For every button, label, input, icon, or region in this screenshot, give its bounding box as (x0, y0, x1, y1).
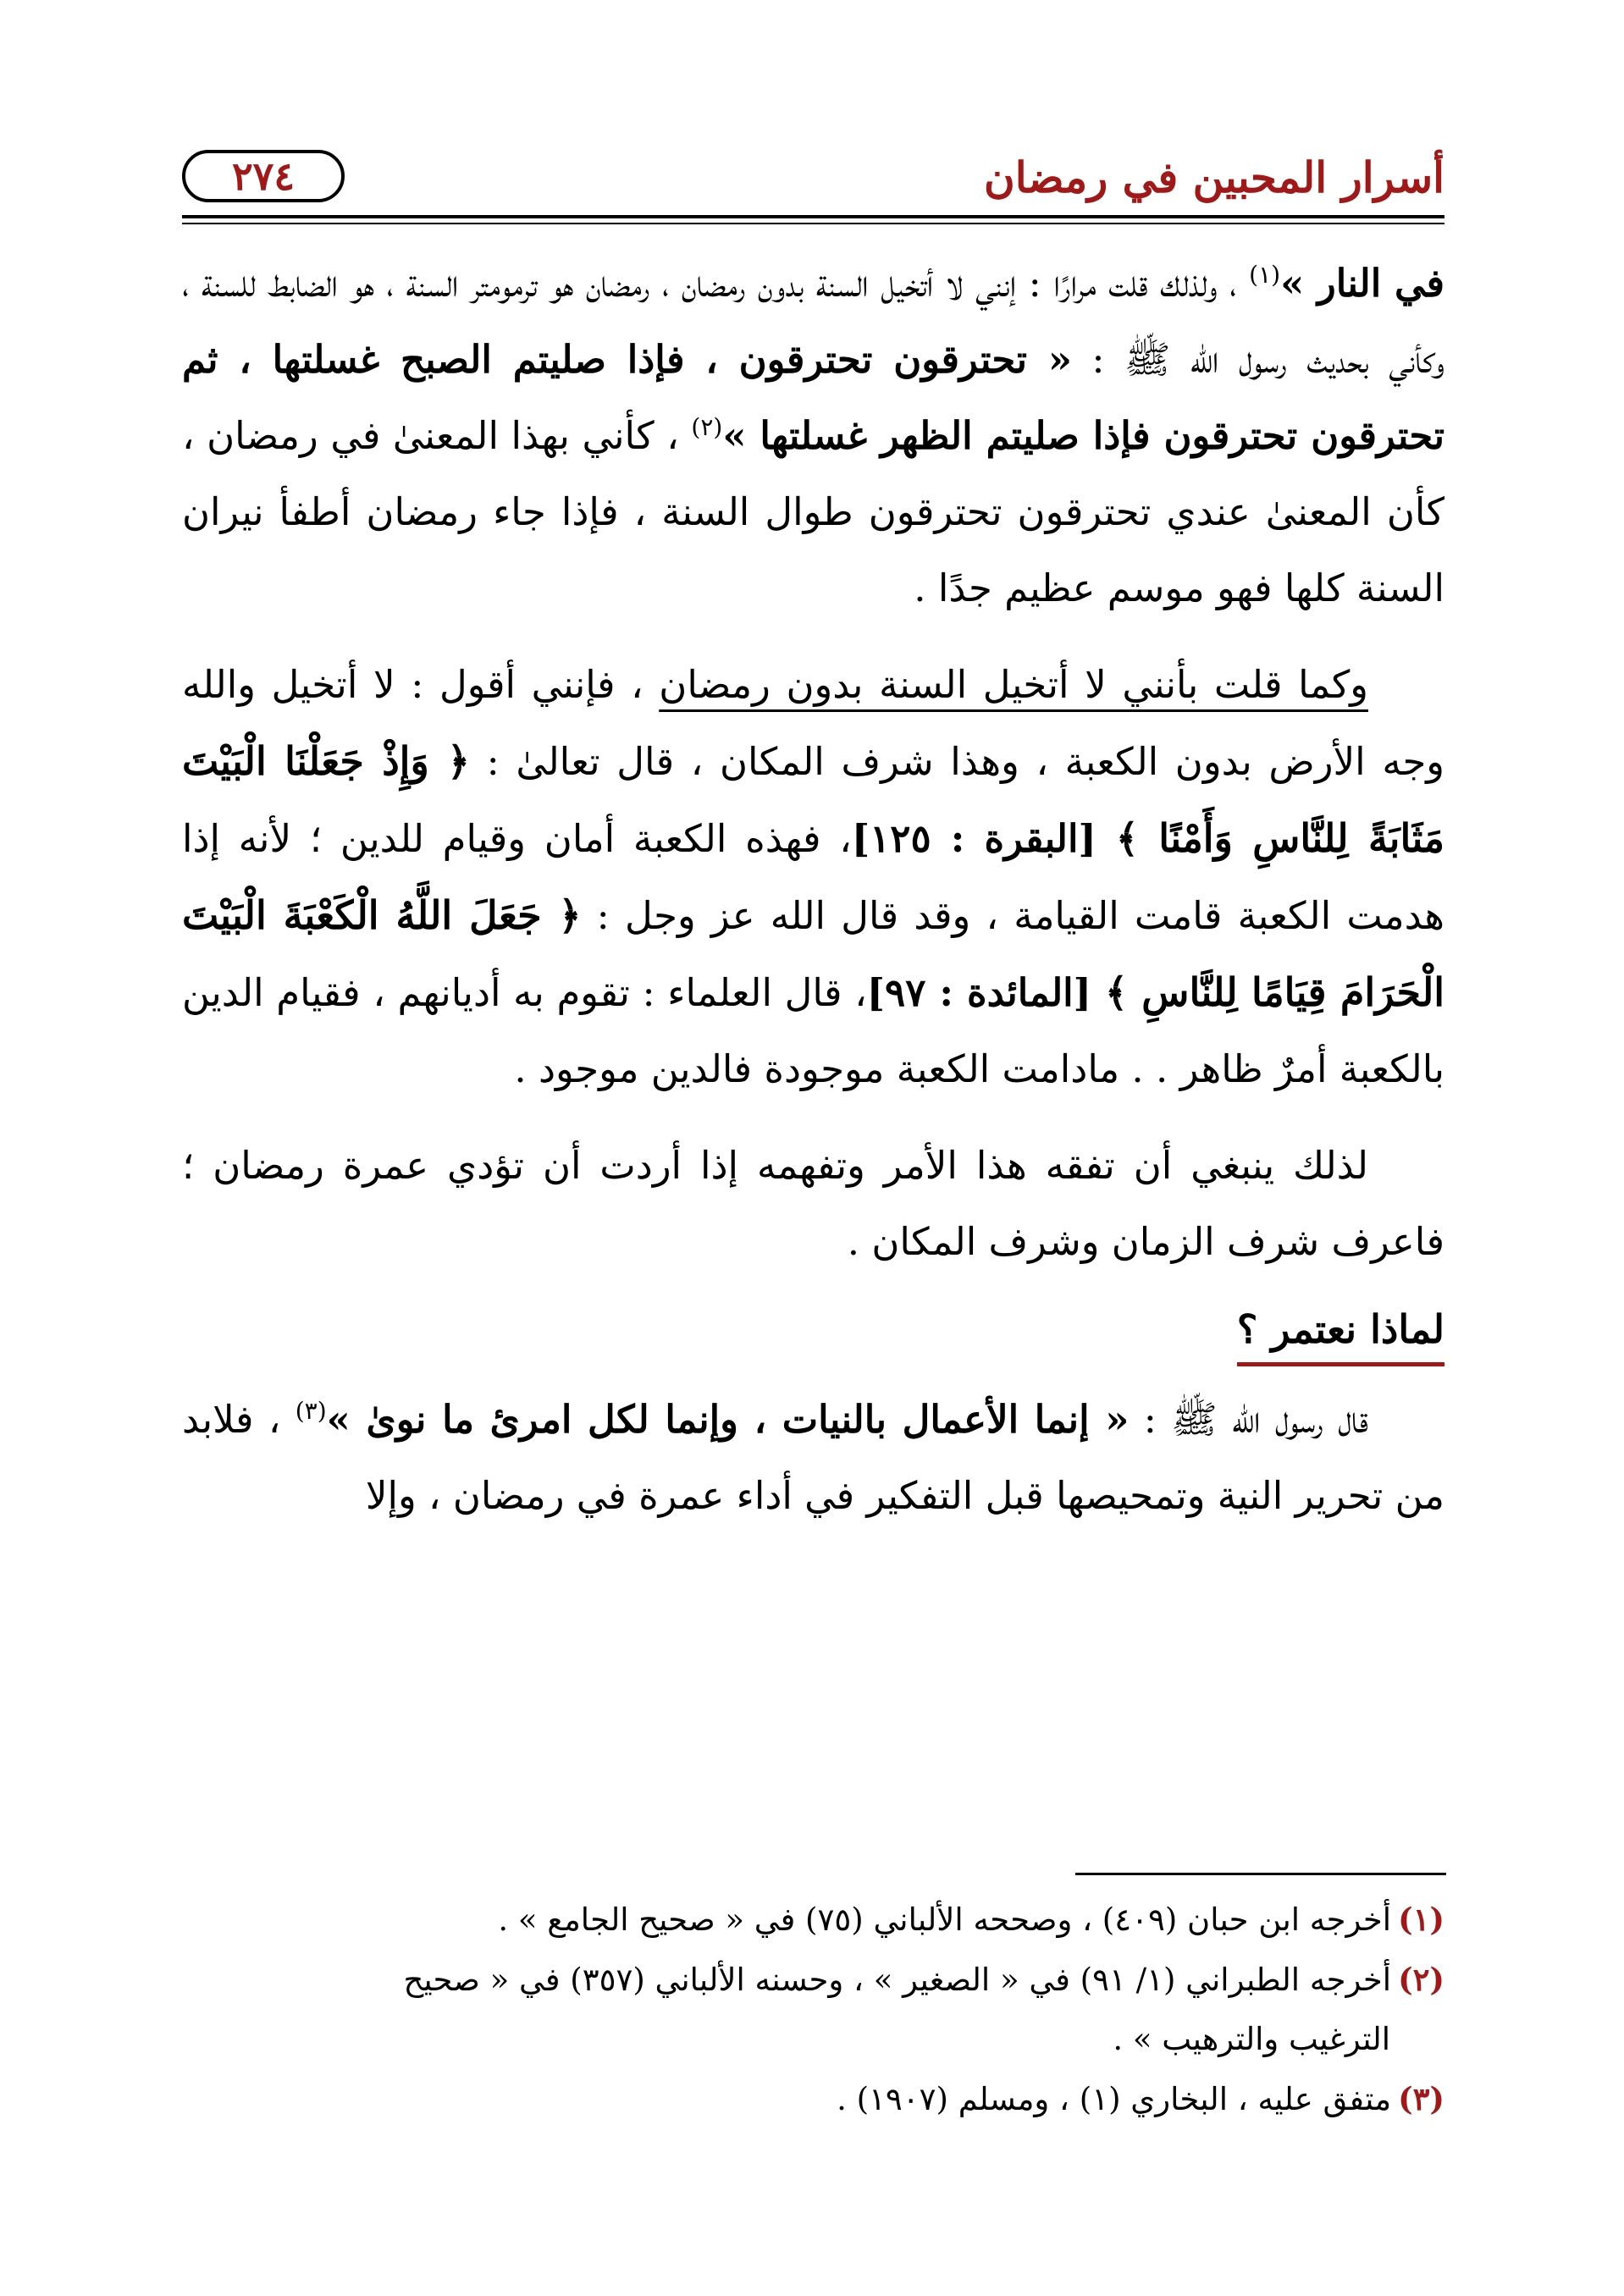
footnote-ref-2: (٢) (691, 413, 723, 441)
quran-verse-1: ﴿ وَإِذْ جَعَلْنَا الْبَيْتَ مَثَابَةً لِلنَّاسِ وَأَمْنًا ﴾ (182, 738, 1444, 861)
section-heading (1237, 1295, 1444, 1363)
section-heading-underline (1237, 1362, 1444, 1366)
footnote-3-text: متفق عليه ، البخاري (١) ، ومسلم (١٩٠٧) . (837, 2081, 1392, 2117)
body-text (182, 246, 1444, 1534)
p1-text-b: ، كأني بهذا المعنىٰ في رمضان ، كأن المعنىٰ عندي تحترقون تحترقون طوال السنة ، فإذا جاء رمضان أطفأ نيران السنة كلها فهو موسم عظيم جدًا . (182, 413, 1444, 610)
section-heading-text: لماذا نعتمر ؟ (1236, 1306, 1444, 1352)
footnote-1 (182, 1890, 1444, 1950)
p4-text-a: قال رسول الله ﷺ : (1129, 1397, 1369, 1442)
page-number-badge: ٢٧٤ (182, 150, 345, 202)
p2-underlined-phrase: وكما قلت بأنني لا أتخيل السنة بدون رمضان (659, 662, 1369, 707)
p2-text-c: ، قال العلماء : تقوم به أديانهم ، فقيام الدين بالكعبة أمرٌ ظاهر . . مادامت الكعبة موجودة فالدين موجود . (182, 970, 1444, 1091)
footnote-1-number: (١) (1398, 1901, 1444, 1938)
quran-ref-2: [المائدة : ٩٧] (866, 970, 1105, 1015)
footnotes (182, 1890, 1444, 2129)
paragraph-1 (182, 246, 1444, 626)
paragraph-3: لذلك ينبغي أن تفقه هذا الأمر وتفهمه إذا أردت أن تؤدي عمرة رمضان ؛ فاعرف شرف الزمان وشرف المكان . (182, 1143, 1444, 1264)
footnote-1-text: أخرجه ابن حبان (٤٠٩) ، وصححه الألباني (٧٥) في « صحيح الجامع » . (498, 1901, 1392, 1938)
footnote-separator (1075, 1873, 1446, 1875)
p1-text-a: ، ولذلك قلت مرارًا : إنني لا أتخيل السنة بدون رمضان ، رمضان هو ترمومتر السنة ، هو الضابط للسنة ، وكأني بحديث رسول الله ﷺ : (182, 261, 1445, 382)
p4-hadith-bold: « إنما الأعمال بالنيات ، وإنما لكل امرئ ما نوىٰ » (326, 1397, 1130, 1442)
footnote-3-number: (٣) (1398, 2080, 1444, 2117)
footnote-3 (182, 2069, 1444, 2129)
footnote-2 (182, 1950, 1444, 2010)
p2-text-a: ، فإنني أقول : لا أتخيل والله وجه الأرض بدون الكعبة ، وهذا شرف المكان ، قال تعالىٰ : (182, 662, 1444, 784)
footnote-ref-1: (١) (1249, 261, 1281, 289)
paragraph-2 (182, 647, 1444, 1107)
p1-hadith-bold: « تحترقون تحترقون ، فإذا صليتم الصبح غسلتها ، ثم تحترقون تحترقون فإذا صليتم الظهر غسلتها » (182, 337, 1444, 458)
paragraph-4 (182, 1382, 1444, 1534)
footnote-2-number: (٢) (1398, 1961, 1444, 1998)
header-rule-thin (182, 223, 1444, 224)
footnote-2-continued: الترغيب والترهيب » . (1113, 2021, 1390, 2057)
p2-text-b: ، فهذه الكعبة أمان وقيام للدين ؛ لأنه إذا هدمت الكعبة قامت القيامة ، وقد قال الله عز وجل : (182, 816, 1444, 938)
quran-ref-1: [البقرة : ١٢٥] (851, 816, 1116, 861)
running-header (182, 148, 1444, 212)
footnote-ref-3: (٣) (295, 1397, 327, 1425)
p4-text-b: ، فلابد من تحرير النية وتمحيصها قبل التفكير في أداء عمرة في رمضان ، وإلا (182, 1397, 1444, 1518)
book-title: أسرار المحبين في رمضان (984, 152, 1444, 202)
header-rule-thick (182, 215, 1444, 218)
quran-verse-2: ﴿ جَعَلَ اللَّهُ الْكَعْبَةَ الْبَيْتَ الْحَرَامَ قِيَامًا لِلنَّاسِ ﴾ (182, 892, 1444, 1015)
footnote-2-text: أخرجه الطبراني (١/ ٩١) في « الصغير » ، وحسنه الألباني (٣٥٧) في « صحيح (403, 1962, 1392, 1998)
p1-bold-quote-end: في النار » (1280, 261, 1444, 306)
